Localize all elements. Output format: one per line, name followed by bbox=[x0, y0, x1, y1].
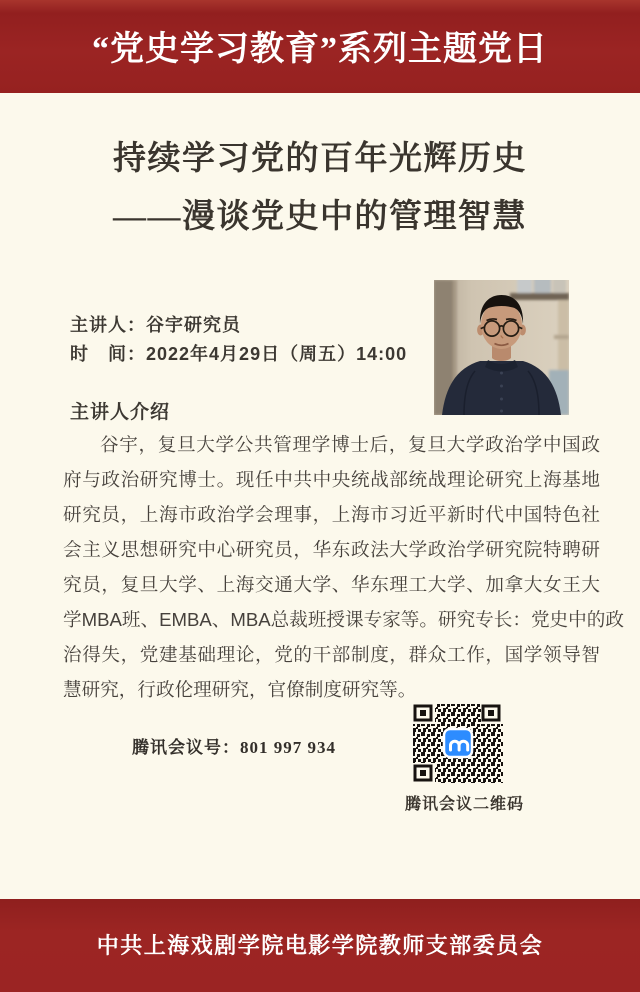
speaker-photo bbox=[434, 280, 569, 415]
lecture-title-line2: ——漫谈党史中的管理智慧 bbox=[113, 199, 527, 235]
intro-line: 治得失，党建基础理论，党的干部制度，群众工作，国学领导智 bbox=[63, 644, 600, 665]
tencent-meeting-logo-icon bbox=[444, 729, 472, 757]
qr-block bbox=[405, 702, 525, 814]
intro-line: 研究员，上海市政治学会理事，上海市习近平新时代中国特色社 bbox=[63, 504, 600, 525]
organizer-name: 中共上海戏剧学院电影学院教师支部委员会 bbox=[96, 933, 544, 958]
intro-line: 府与政治研究博士。现任中共中央统战部统战理论研究上海基地 bbox=[63, 469, 600, 490]
series-title: “党史学习教育”系列主题党日 bbox=[92, 31, 548, 68]
top-banner bbox=[0, 0, 640, 93]
intro-line: 究员，复旦大学、上海交通大学、华东理工大学、加拿大女王大 bbox=[63, 574, 600, 595]
intro-heading: 主讲人介绍 bbox=[70, 402, 171, 423]
lecture-title bbox=[0, 130, 640, 246]
time-line: 时 间：2022年4月29日（周五）14:00 bbox=[70, 344, 408, 364]
speaker-portrait-image bbox=[434, 280, 569, 415]
qr-code bbox=[411, 702, 505, 785]
intro-paragraph bbox=[63, 427, 624, 707]
intro-line: 会主义思想研究中心研究员，华东政法大学政治学研究院特聘研 bbox=[63, 539, 600, 560]
intro-line: 学MBA班、EMBA、MBA总裁班授课专家等。研究专长：党史中的政 bbox=[63, 609, 624, 630]
lecture-title-line1: 持续学习党的百年光辉历史 bbox=[113, 141, 527, 177]
meeting-id-line bbox=[132, 733, 336, 758]
meeting-id-label: 腾讯会议号： bbox=[132, 738, 240, 757]
speaker-line: 主讲人：谷宇研究员 bbox=[70, 315, 241, 335]
bottom-banner bbox=[0, 899, 640, 992]
qr-caption: 腾讯会议二维码 bbox=[405, 796, 525, 813]
meeting-id-value: 801 997 934 bbox=[240, 738, 336, 757]
event-meta bbox=[70, 311, 407, 369]
intro-line: 慧研究，行政伦理研究，官僚制度研究等。 bbox=[63, 679, 417, 700]
intro-line: 谷宇，复旦大学公共管理学博士后，复旦大学政治学中国政 bbox=[100, 434, 600, 455]
